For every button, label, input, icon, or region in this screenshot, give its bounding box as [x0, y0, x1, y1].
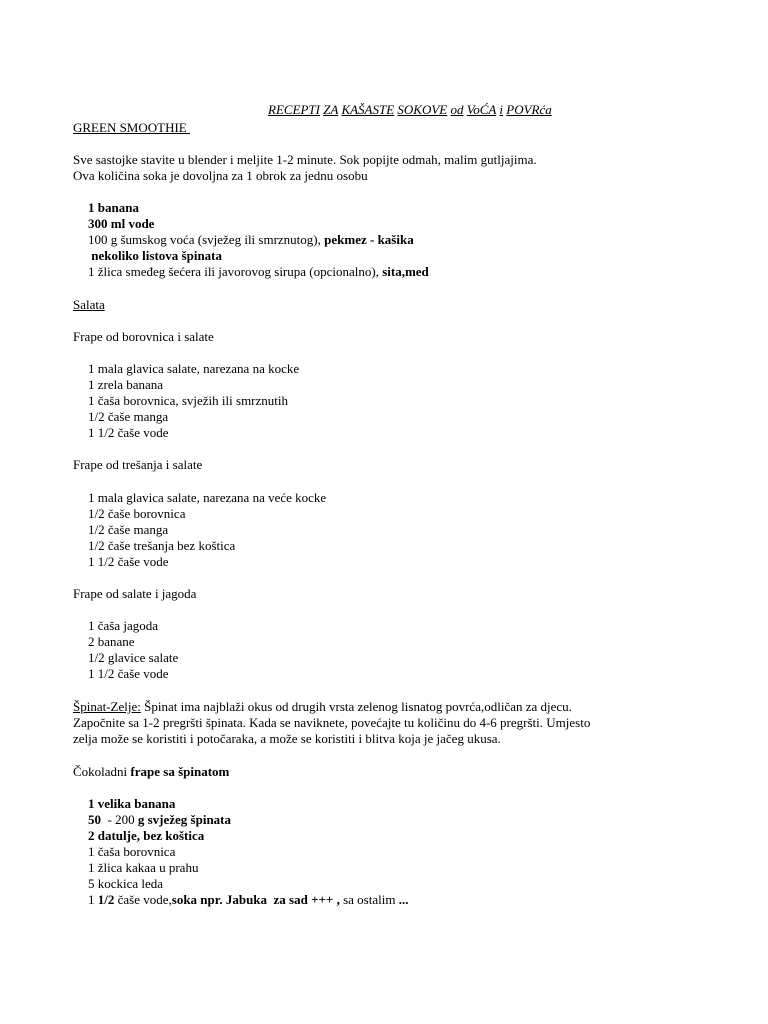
ingredient-part: 1: [88, 892, 98, 907]
recipe-title: Frape od trešanja i salate: [73, 457, 203, 472]
ingredient-line: 1 žlica kakaa u prahu: [88, 860, 199, 875]
ingredient-line: 1/2 čaše manga: [88, 522, 169, 537]
title-word: ZA: [323, 102, 339, 117]
ingredient-part: sa ostalim: [339, 892, 399, 907]
ingredient-part: - 200: [101, 812, 138, 827]
ingredient-line: 1 1/2 čaše vode: [88, 666, 169, 681]
title-word: POVRća: [506, 102, 552, 117]
ingredient-note: pekmez - kašika: [324, 232, 414, 247]
ingredient-line: 1/2 čaše manga: [88, 409, 169, 424]
ingredient-line: 1 zrela banana: [88, 377, 164, 392]
ingredient-line: [88, 892, 408, 908]
green-intro-line: Ova količina soka je dovoljna za 1 obrok za jednu osobu: [73, 168, 368, 183]
ingredient-line: 300 ml vode: [88, 216, 155, 231]
spinat-paragraph-line: Započnite sa 1-2 pregršti špinata. Kada se naviknete, povećajte tu količinu do 4-6 pregršti. Umjesto: [73, 715, 591, 730]
ingredient-line: 1/2 čaše borovnica: [88, 506, 186, 521]
ingredient-part: ...: [398, 892, 409, 907]
ingredient-part: čaše vode,: [114, 892, 172, 907]
title-word: SOKOVE: [397, 102, 448, 117]
ingredient-part: soka npr. Jabuka za sad +++ ,: [171, 892, 340, 907]
ingredient-line: 1 mala glavica salate, narezana na veće kocke: [88, 490, 327, 505]
ingredient-part: 50: [88, 812, 101, 827]
page-title: [255, 86, 552, 134]
ingredient-part: 1/2: [97, 892, 115, 907]
spinat-label: Špinat-Zelje:: [73, 699, 141, 714]
ingredient-line: [88, 232, 414, 248]
recipe-title-part: Čokoladni: [73, 764, 131, 779]
title-word: VoĆA: [466, 102, 497, 117]
green-smoothie-heading: GREEN SMOOTHIE: [73, 120, 190, 135]
ingredient-line: 1 1/2 čaše vode: [88, 425, 169, 440]
title-word: KAŠASTE: [341, 102, 395, 117]
ingredient-line: 1 mala glavica salate, narezana na kocke: [88, 361, 300, 376]
title-word: i: [499, 102, 504, 117]
ingredient-text: 1 žlica smeđeg šećera ili javorovog sirupa (opcionalno),: [88, 264, 383, 279]
recipe-title: Frape od salate i jagoda: [73, 586, 197, 601]
title-word: od: [450, 102, 464, 117]
green-intro-line: Sve sastojke stavite u blender i meljite 1-2 minute. Sok popijte odmah, malim gutljajima.: [73, 152, 537, 167]
ingredient-line: nekoliko listova špinata: [88, 248, 223, 263]
ingredient-line: 2 banane: [88, 634, 135, 649]
ingredient-line: 5 kockica leda: [88, 876, 164, 891]
ingredient-line: 1 banana: [88, 200, 139, 215]
ingredient-part: g svježeg špinata: [137, 812, 232, 827]
title-word: RECEPTI: [268, 102, 320, 117]
ingredient-note: sita,med: [382, 264, 429, 279]
ingredient-line: 1/2 čaše trešanja bez koštica: [88, 538, 236, 553]
ingredient-line: [88, 812, 231, 828]
ingredient-line: 1 velika banana: [88, 796, 176, 811]
ingredient-line: 1 1/2 čaše vode: [88, 554, 169, 569]
spinat-text: Špinat ima najblaži okus od drugih vrsta zelenog lisnatog povrća,odličan za djecu.: [140, 699, 572, 714]
ingredient-line: 1 čaša jagoda: [88, 618, 159, 633]
spinat-paragraph-line: zelja može se koristiti i potočaraka, a može se koristiti i blitva koja je jačeg ukusa.: [73, 731, 501, 746]
recipe-title: Frape od borovnica i salate: [73, 329, 214, 344]
recipe-title-part: frape sa špinatom: [130, 764, 230, 779]
ingredient-line: 1/2 glavice salate: [88, 650, 179, 665]
ingredient-line: 1 čaša borovnica, svježih ili smrznutih: [88, 393, 289, 408]
spinat-paragraph-line: [73, 699, 572, 715]
salata-heading: Salata: [73, 297, 105, 312]
ingredient-line: [88, 264, 429, 280]
ingredient-line: 1 čaša borovnica: [88, 844, 176, 859]
ingredient-text: 100 g šumskog voća (svježeg ili smrznutog),: [88, 232, 325, 247]
recipe-title: [73, 764, 229, 780]
ingredient-line: 2 datulje, bez koštica: [88, 828, 205, 843]
